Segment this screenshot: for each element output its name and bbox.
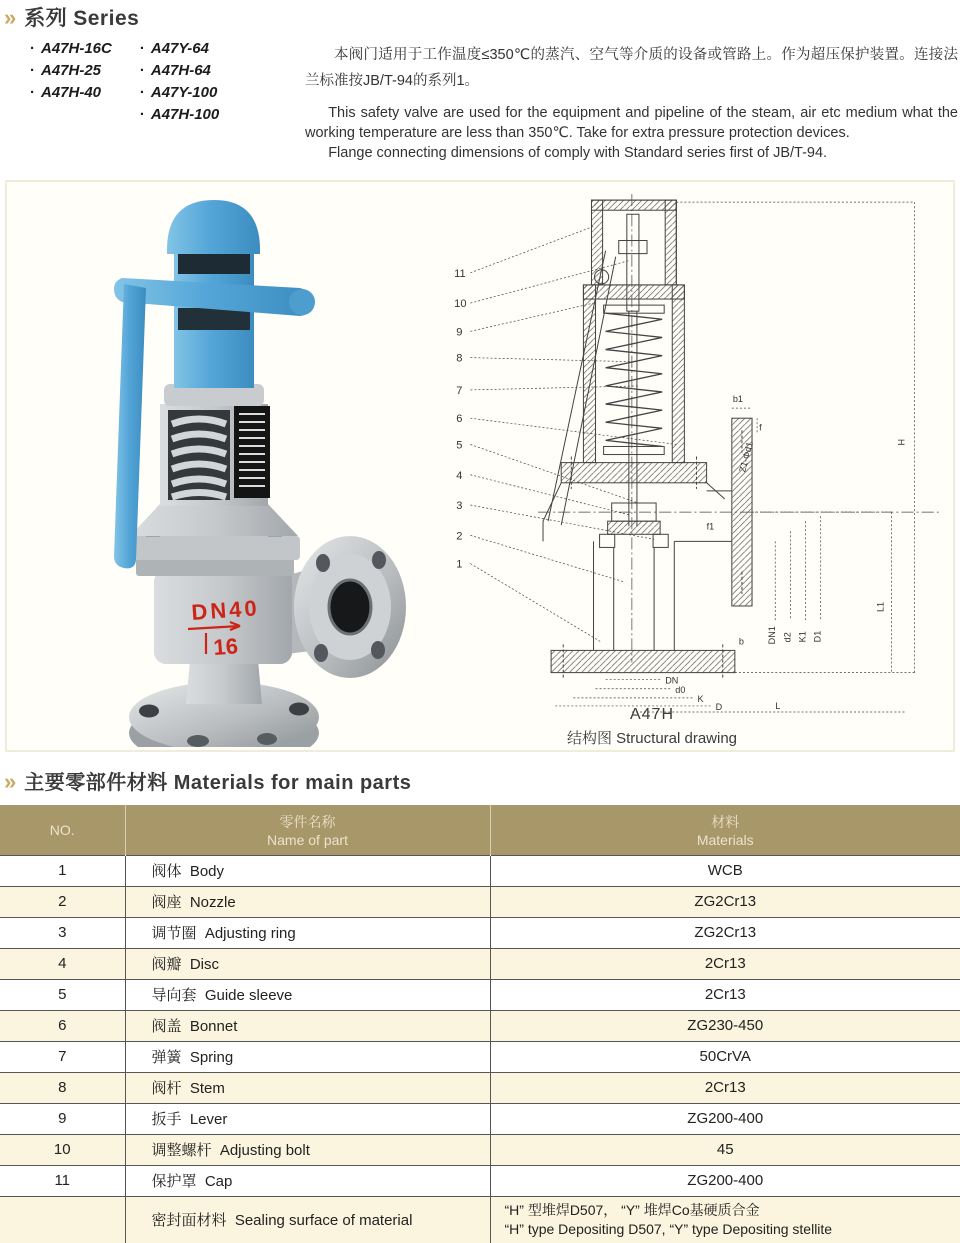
cell-no: 3 — [0, 917, 125, 948]
chevron-icon: » — [4, 5, 17, 30]
svg-text:b1: b1 — [732, 394, 743, 405]
cell-material: WCB — [490, 855, 960, 886]
cell-no: 5 — [0, 979, 125, 1010]
cap-dome — [167, 200, 260, 254]
model-list — [30, 40, 219, 123]
drawing-caption-label: 结构图 Structural drawing — [566, 730, 738, 747]
cell-material: 2Cr13 — [490, 979, 960, 1010]
spring-plate-bottom — [604, 446, 665, 454]
svg-text:D: D — [715, 701, 723, 712]
table-row — [0, 1103, 960, 1134]
table-row — [0, 979, 960, 1010]
svg-text:8: 8 — [456, 352, 463, 365]
svg-text:K1: K1 — [797, 631, 808, 643]
column-header-material-en: Materials — [696, 831, 754, 848]
table-header-row — [0, 805, 960, 855]
seat-section — [608, 521, 661, 534]
svg-text:f: f — [759, 422, 762, 433]
model-label: A47H-16C — [41, 40, 112, 57]
bullet-icon: · — [30, 84, 35, 101]
cell-name: 弹簧 Spring — [125, 1041, 490, 1072]
svg-text:d0: d0 — [675, 684, 686, 695]
nameplate — [234, 406, 270, 498]
cell-material: ZG200-400 — [490, 1165, 960, 1196]
cell-no: 11 — [0, 1165, 125, 1196]
body-marking-pn: 16 — [212, 633, 239, 660]
materials-heading — [4, 766, 411, 795]
svg-text:2: 2 — [456, 530, 463, 543]
cell-material — [490, 1196, 960, 1243]
description-english-1: This safety valve are used for the equipment and pipeline of the steam, air etc medium what the working temperature are less than 350℃. Take for extra pressure protection devices. — [305, 105, 958, 141]
bullet-icon: · — [139, 84, 145, 101]
svg-text:L1: L1 — [875, 601, 886, 613]
description-chinese: 本阀门适用于工作温度≤350℃的蒸汽、空气等介质的设备或管路上。作为超压保护装置。连接法兰标准按JB/T-94的系列1。 — [305, 47, 958, 89]
bolt-hole — [139, 705, 159, 718]
model-label: A47Y-64 — [150, 40, 209, 57]
cell-name: 保护罩 Cap — [125, 1165, 490, 1196]
svg-text:4: 4 — [456, 469, 463, 482]
materials-table — [0, 805, 960, 1243]
valve-photo — [102, 192, 412, 747]
bolt-hole — [314, 644, 328, 662]
cell-name: 阀座 Nozzle — [125, 886, 490, 917]
cell-material: 2Cr13 — [490, 1072, 960, 1103]
bullet-icon: · — [30, 40, 35, 57]
series-heading — [4, 2, 139, 32]
cell-material: 45 — [490, 1134, 960, 1165]
lock-nut — [619, 241, 647, 254]
cell-no: 9 — [0, 1103, 125, 1134]
table-row — [0, 1010, 960, 1041]
svg-text:5: 5 — [456, 439, 463, 452]
inlet-flange-section — [551, 650, 735, 672]
cell-no: 6 — [0, 1010, 125, 1041]
table-row — [0, 1165, 960, 1196]
description-block — [305, 42, 958, 163]
svg-text:3: 3 — [456, 500, 463, 513]
bonnet-flare — [130, 504, 298, 536]
cell-name: 阀盖 Bonnet — [125, 1010, 490, 1041]
column-header-name-en: Name of part — [267, 831, 348, 848]
table-row — [0, 1072, 960, 1103]
table-row — [0, 1041, 960, 1072]
series-title — [24, 2, 139, 32]
column-header-no: NO. — [0, 805, 125, 855]
nozzle-walls — [614, 547, 654, 650]
cell-no: 7 — [0, 1041, 125, 1072]
spring-plate-top — [604, 305, 665, 313]
svg-text:DN1: DN1 — [767, 626, 778, 645]
cell-no — [0, 1196, 125, 1243]
materials-title — [24, 766, 411, 795]
svg-text:7: 7 — [456, 384, 463, 397]
cell-name: 阀体 Body — [125, 855, 490, 886]
figure-panel — [5, 180, 955, 752]
flange-plate-upper — [130, 536, 300, 560]
bonnet-flange-section — [561, 463, 706, 483]
cell-material: ZG2Cr13 — [490, 917, 960, 948]
table-row — [0, 855, 960, 886]
flange-plate-lower — [136, 558, 294, 576]
cell-no: 2 — [0, 886, 125, 917]
svg-text:9: 9 — [456, 326, 463, 339]
bullet-icon: · — [139, 40, 145, 57]
spring-section — [606, 313, 663, 446]
model-column-2 — [140, 40, 219, 123]
cell-no: 1 — [0, 855, 125, 886]
model-column-1 — [30, 40, 112, 123]
cell-material: ZG200-400 — [490, 1103, 960, 1134]
model-label: A47H-100 — [150, 106, 220, 123]
drawing-svg — [442, 188, 952, 713]
bolt-hole — [316, 554, 330, 572]
housing-wall-left — [583, 285, 595, 463]
cap-section — [591, 200, 676, 210]
cell-material: ZG2Cr13 — [490, 886, 960, 917]
sealing-material-line2: “H” type Depositing D507, “Y” type Depositing stellite — [504, 1220, 833, 1237]
series-title-en: Series — [73, 7, 140, 30]
cell-name: 调整螺杆 Adjusting bolt — [125, 1134, 490, 1165]
model-item — [30, 62, 112, 79]
model-label: A47H-40 — [41, 84, 102, 101]
materials-title-en: Materials for main parts — [173, 772, 412, 794]
bolt-hole — [371, 641, 385, 659]
model-item — [140, 106, 219, 123]
bullet-icon: · — [139, 62, 145, 79]
svg-text:10: 10 — [454, 298, 467, 311]
flange-bore — [329, 580, 371, 634]
bullet-icon: · — [30, 62, 35, 79]
model-item — [140, 62, 219, 79]
adjusting-ring-right — [653, 534, 668, 547]
column-header-name-zh: 零件名称 — [279, 813, 336, 830]
table-row-sealing — [0, 1196, 960, 1243]
lower-neck — [186, 660, 262, 704]
table-row — [0, 886, 960, 917]
svg-text:b: b — [738, 636, 744, 647]
svg-text:DN: DN — [665, 675, 679, 686]
drawing-caption-model: A47H — [629, 706, 675, 723]
svg-text:K: K — [697, 693, 704, 704]
structural-drawing — [442, 188, 952, 750]
cell-name: 阀杆 Stem — [125, 1072, 490, 1103]
lever-pivot — [289, 289, 315, 315]
model-item — [140, 40, 219, 57]
column-header-name — [125, 805, 490, 855]
model-label: A47H-25 — [41, 62, 102, 79]
cell-material: 2Cr13 — [490, 948, 960, 979]
svg-text:1: 1 — [456, 558, 463, 571]
bolt-hole — [372, 551, 386, 569]
materials-title-zh: 主要零部件材料 — [24, 772, 168, 794]
svg-text:11: 11 — [454, 267, 466, 280]
cap-gap-lower — [178, 308, 250, 330]
bullet-icon: · — [139, 106, 145, 123]
sealing-material-line1: “H” 型堆焊D507， “Y” 堆焊Co基硬质合金 — [504, 1201, 760, 1218]
cell-material: ZG230-450 — [490, 1010, 960, 1041]
cell-no: 10 — [0, 1134, 125, 1165]
cell-name: 密封面材料 Sealing surface of material — [125, 1196, 490, 1243]
callout-numbers — [454, 268, 466, 571]
model-item — [30, 84, 112, 101]
series-title-zh: 系列 — [24, 7, 68, 30]
drawing-caption — [502, 706, 802, 748]
housing-wall-right — [672, 285, 684, 463]
cell-name: 扳手 Lever — [125, 1103, 490, 1134]
cell-material: 50CrVA — [490, 1041, 960, 1072]
model-label: A47H-64 — [150, 62, 211, 79]
model-label: A47Y-100 — [150, 84, 218, 101]
svg-text:6: 6 — [456, 413, 463, 426]
model-item — [140, 84, 219, 101]
column-header-material — [490, 805, 960, 855]
column-header-material-zh: 材料 — [711, 813, 740, 830]
cell-no: 8 — [0, 1072, 125, 1103]
cell-no: 4 — [0, 948, 125, 979]
bolt-hole — [187, 735, 209, 747]
svg-text:D1: D1 — [812, 630, 823, 643]
cell-name: 导向套 Guide sleeve — [125, 979, 490, 1010]
model-item — [30, 40, 112, 57]
svg-text:Z1-Φd1: Z1-Φd1 — [737, 440, 755, 474]
table-row — [0, 948, 960, 979]
table-row — [0, 1134, 960, 1165]
cell-name: 调节圈 Adjusting ring — [125, 917, 490, 948]
svg-text:f1: f1 — [706, 521, 715, 532]
description-english-2: Flange connecting dimensions of comply with Standard series first of JB/T-94. — [328, 145, 828, 161]
bolt-hole — [289, 703, 309, 716]
table-row — [0, 917, 960, 948]
svg-text:L: L — [775, 700, 781, 711]
svg-text:d2: d2 — [782, 632, 793, 643]
adjusting-ring-left — [600, 534, 615, 547]
body-marking-dn: DN40 — [190, 595, 261, 625]
chevron-icon: » — [4, 769, 17, 794]
body-lower-walls — [594, 541, 675, 650]
svg-text:H: H — [896, 438, 907, 446]
bolt-hole — [257, 733, 277, 745]
outlet-walls — [674, 491, 732, 541]
cell-name: 阀瓣 Disc — [125, 948, 490, 979]
